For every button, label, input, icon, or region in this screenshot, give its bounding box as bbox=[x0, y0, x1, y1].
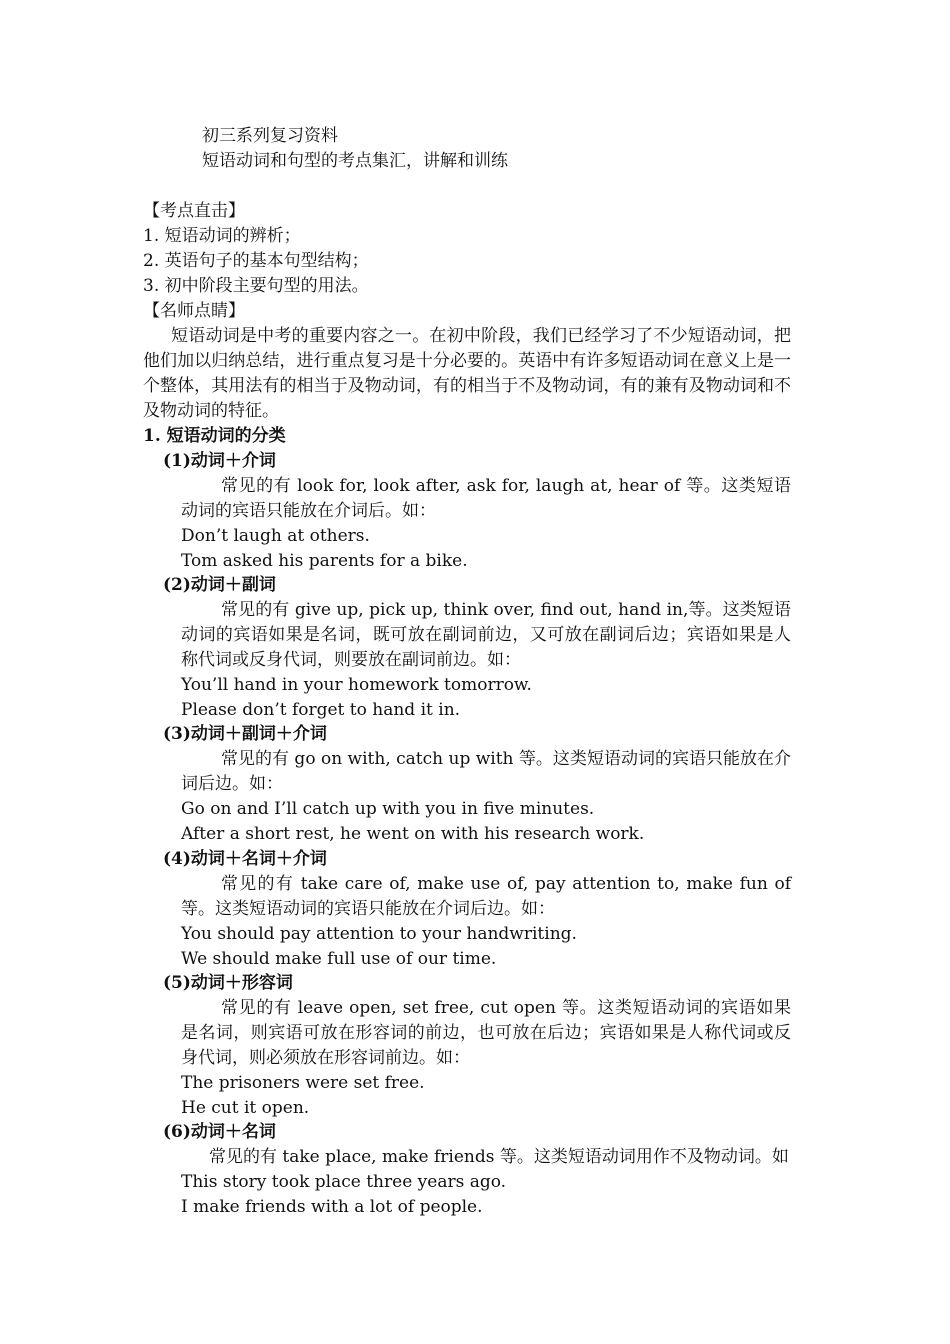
example-sentence: You should pay attention to your handwriting. bbox=[181, 924, 577, 944]
category-description: 常见的有 go on with, catch up with 等。这类短语动词的宾语只能放在介词后边。如： bbox=[181, 749, 791, 794]
category-heading: (1)动词＋介词 bbox=[163, 451, 276, 471]
example-sentence: This story took place three years ago. bbox=[181, 1172, 507, 1192]
category-description: 常见的有 take place, make friends 等。这类短语动词用作不及物动词。如 bbox=[209, 1147, 789, 1167]
category-heading: (4)动词＋名词＋介词 bbox=[163, 849, 327, 869]
list-item: 1. 短语动词的辨析； bbox=[143, 226, 301, 246]
intro-paragraph: 短语动词是中考的重要内容之一。在初中阶段，我们已经学习了不少短语动词，把他们加以归纳总结，进行重点复习是十分必要的。英语中有许多短语动词在意义上是一个整体，其用法有的相当于及物动词，有的相当于不及物动词，有的兼有及物动词和不及物动词的特征。 bbox=[143, 326, 791, 421]
category-description: 常见的有 look for, look after, ask for, laugh at, hear of 等。这类短语动词的宾语只能放在介词后。如： bbox=[181, 476, 791, 521]
section-heading-teacher: 【名师点睛】 bbox=[143, 301, 245, 321]
category-description: 常见的有 leave open, set free, cut open 等。这类短语动词的宾语如果是名词，则宾语可放在形容词的前边，也可放在后边；宾语如果是人称代词或反身代词，则必须放在形容词前边。如： bbox=[181, 998, 791, 1068]
category-heading: (5)动词＋形容词 bbox=[163, 973, 293, 993]
example-sentence: You’ll hand in your homework tomorrow. bbox=[181, 675, 532, 695]
section-heading: 1. 短语动词的分类 bbox=[143, 426, 286, 446]
example-sentence: Don’t laugh at others. bbox=[181, 526, 370, 546]
section-heading-points: 【考点直击】 bbox=[143, 201, 245, 221]
example-sentence: Please don’t forget to hand it in. bbox=[181, 700, 461, 720]
example-sentence: We should make full use of our time. bbox=[181, 949, 497, 969]
example-sentence: Tom asked his parents for a bike. bbox=[181, 551, 468, 571]
example-sentence: He cut it open. bbox=[181, 1098, 310, 1118]
category-heading: (2)动词＋副词 bbox=[163, 575, 276, 595]
example-sentence: The prisoners were set free. bbox=[181, 1073, 425, 1093]
document-subtitle: 短语动词和句型的考点集汇，讲解和训练 bbox=[202, 151, 508, 171]
category-description: 常见的有 give up, pick up, think over, find out, hand in,等。这类短语动词的宾语如果是名词，既可放在副词前边，又可放在副词后边；宾语如果是人称代词或反身代词，则要放在副词前边。如： bbox=[181, 600, 791, 670]
example-sentence: I make friends with a lot of people. bbox=[181, 1197, 483, 1217]
category-description: 常见的有 take care of, make use of, pay attention to, make fun of 等。这类短语动词的宾语只能放在介词后边。如： bbox=[181, 874, 791, 919]
example-sentence: Go on and I’ll catch up with you in five minutes. bbox=[181, 799, 595, 819]
example-sentence: After a short rest, he went on with his research work. bbox=[181, 824, 645, 844]
list-item: 3. 初中阶段主要句型的用法。 bbox=[143, 276, 369, 296]
document-title: 初三系列复习资料 bbox=[202, 126, 338, 146]
list-item: 2. 英语句子的基本句型结构； bbox=[143, 251, 369, 271]
category-heading: (6)动词＋名词 bbox=[163, 1122, 276, 1142]
category-heading: (3)动词＋副词＋介词 bbox=[163, 724, 327, 744]
